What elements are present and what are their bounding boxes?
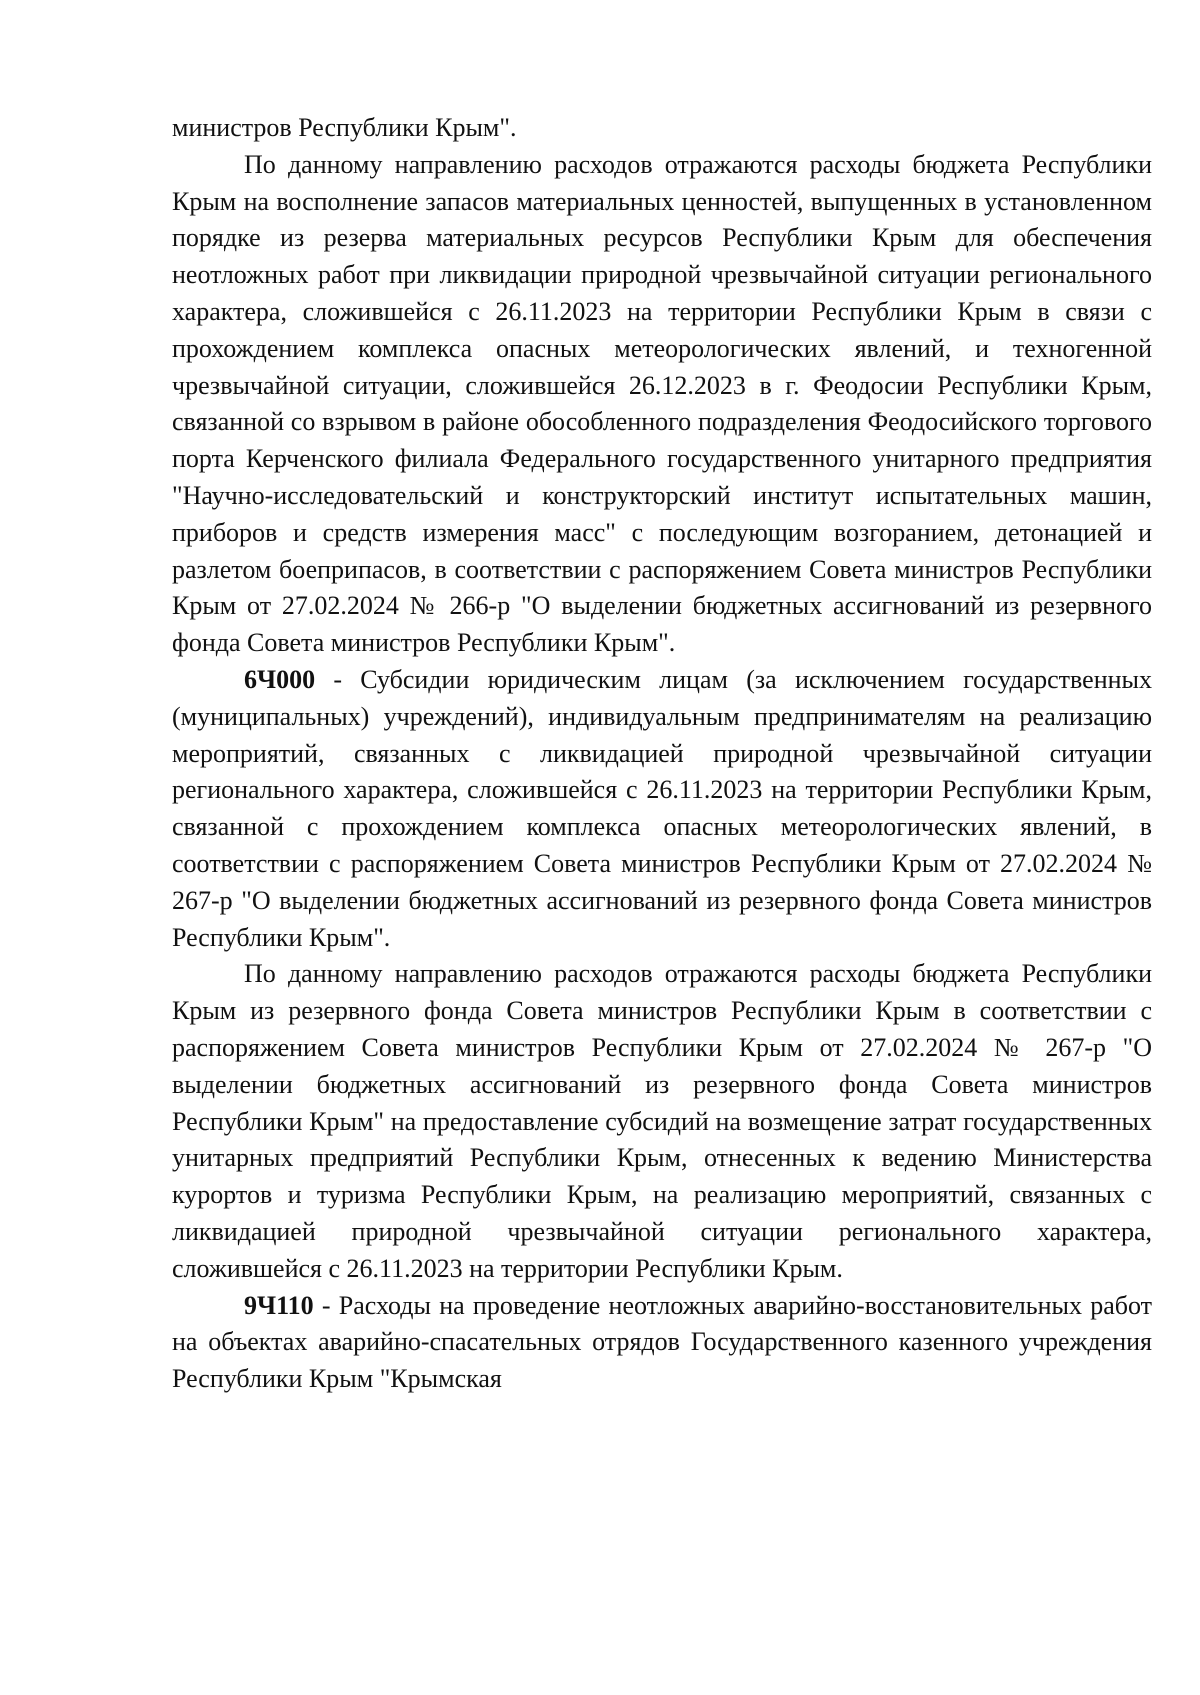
paragraph-6ch000 [172,662,1152,956]
expense-code-9ch110-description: - Расходы на проведение неотложных аварийно-восстановительных работ на объектах аварийно-спасательных отрядов Государственного казенного учреждения Республики Крым "Крымская [172,1290,1152,1394]
paragraph-subsidies-explanation: По данному направлению расходов отражаются расходы бюджета Республики Крым из резервного фонда Совета министров Республики Крым в соответствии с распоряжением Совета министров Республики Крым от 27.02.2024 № 267-р "О выделении бюджетных ассигнований из резервного фонда Совета министров Республики Крым" на предоставление субсидий на возмещение затрат государственных унитарных предприятий Республики Крым, отнесенных к ведению Министерства курортов и туризма Республики Крым, на реализацию мероприятий, связанных с ликвидацией природной чрезвычайной ситуации регионального характера, сложившейся с 26.11.2023 на территории Республики Крым. [172,959,1152,1283]
expense-code-9ch110: 9Ч110 [244,1290,314,1320]
paragraph-continuation: министров Республики Крым". [172,113,517,142]
paragraph-reserve-materials: По данному направлению расходов отражаются расходы бюджета Республики Крым на восполнение запасов материальных ценностей, выпущенных в установленном порядке из резерва материальных ресурсов Республики Крым для обеспечения неотложных работ при ликвидации природной чрезвычайной ситуации регионального характера, сложившейся с 26.11.2023 на территории Республики Крым в связи с прохождением комплекса опасных метеорологических явлений, и техногенной чрезвычайной ситуации, сложившейся 26.12.2023 в г. Феодосии Республики Крым, связанной со взрывом в районе обособленного подразделения Феодосийского торгового порта Керченского филиала Федерального государственного унитарного предприятия "Научно-исследовательский и конструкторский институт испытательных машин, приборов и средств измерения масс" с последующим возгоранием, детонацией и разлетом боеприпасов, в соответствии с распоряжением Совета министров Республики Крым от 27.02.2024 № 266-р "О выделении бюджетных ассигнований из резервного фонда Совета министров Республики Крым". [172,149,1152,658]
document-page [172,110,1152,1435]
paragraph-9ch110 [172,1288,1152,1435]
expense-code-6ch000: 6Ч000 [244,664,316,694]
expense-code-6ch000-description: - Субсидии юридическим лицам (за исключением государственных (муниципальных) учреждений), индивидуальным предпринимателям на реализацию мероприятий, связанных с ликвидацией природной чрезвычайной ситуации регионального характера, сложившейся с 26.11.2023 на территории Республики Крым, связанной с прохождением комплекса опасных метеорологических явлений, в соответствии с распоряжением Совета министров Республики Крым от 27.02.2024 № 267-р "О выделении бюджетных ассигнований из резервного фонда Совета министров Республики Крым". [172,664,1152,952]
